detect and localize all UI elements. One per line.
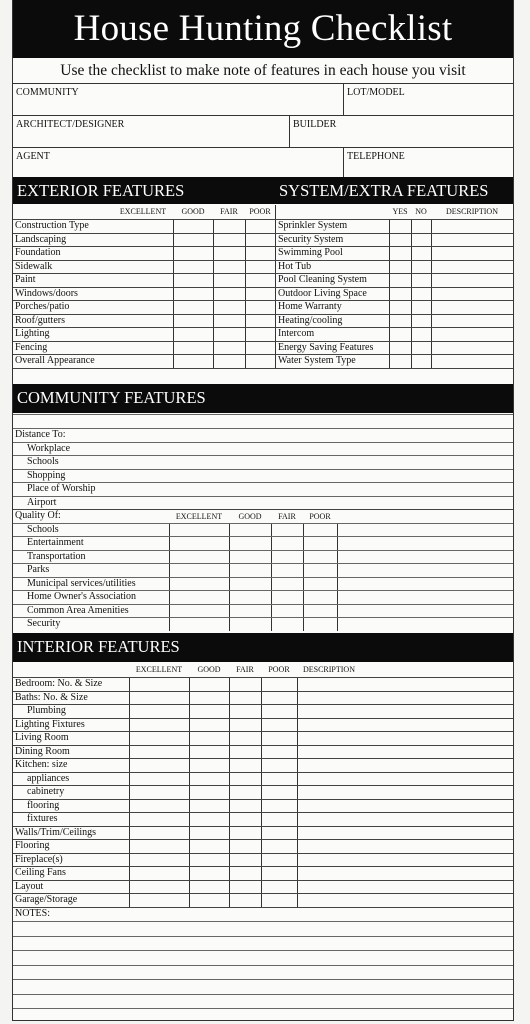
interior-col-divider [129, 677, 130, 907]
builder-field[interactable] [289, 115, 513, 147]
quality-col-excellent: EXCELLENT [175, 512, 223, 521]
system-row-outdoor-living-space: Outdoor Living Space [278, 287, 367, 299]
interior-row-line [13, 866, 513, 867]
exterior-col-divider [213, 219, 214, 368]
exterior-row-line [13, 368, 275, 369]
quality-row-parks: Parks [27, 564, 50, 575]
exterior-row-landscaping: Landscaping [15, 233, 67, 245]
system-row-water-system-type: Water System Type [278, 355, 356, 366]
community-row-line [13, 455, 513, 456]
quality-row-common-area-amenities: Common Area Amenities [27, 604, 129, 616]
system-row-swimming-pool: Swimming Pool [278, 247, 343, 258]
community-features-heading: COMMUNITY FEATURES [13, 384, 513, 413]
community-field-label: COMMUNITY [16, 87, 79, 98]
distance-row-place-of-worship: Place of Worship [27, 483, 96, 494]
exterior-col-divider [245, 219, 246, 368]
distance-to-label: Distance To: [15, 429, 66, 440]
interior-row-line [13, 893, 513, 894]
quality-col-fair: FAIR [278, 512, 296, 521]
quality-of-label: Quality Of: [15, 510, 61, 521]
exterior-row-windows-doors: Windows/doors [15, 287, 78, 299]
quality-row-line [13, 563, 513, 564]
quality-col-poor: POOR [309, 512, 331, 521]
exterior-col-divider [173, 219, 174, 368]
community-row-line [13, 509, 513, 510]
exterior-col-good: GOOD [181, 207, 205, 216]
interior-col-good: GOOD [197, 665, 221, 674]
exterior-row-line [13, 327, 275, 328]
exterior-row-porches-patio: Porches/patio [15, 301, 70, 312]
notes-line[interactable] [13, 979, 513, 980]
exterior-row-line [13, 341, 275, 342]
quality-row-entertainment: Entertainment [27, 537, 84, 548]
quality-col-good: GOOD [238, 512, 262, 521]
exterior-row-lighting: Lighting [15, 328, 50, 339]
interior-row-plumbing: Plumbing [27, 705, 66, 716]
interior-row-line [13, 745, 513, 746]
lot-model-field-label: LOT/MODEL [347, 87, 405, 98]
system-row-home-warranty: Home Warranty [278, 301, 342, 312]
interior-row-lighting-fixtures: Lighting Fixtures [15, 718, 85, 730]
interior-row-line [13, 704, 513, 705]
system-col-no: NO [415, 207, 427, 216]
interior-col-divider [189, 677, 190, 907]
interior-row-cabinetry: cabinetry [27, 786, 65, 797]
system-row-intercom: Intercom [278, 328, 315, 339]
interior-col-divider [297, 677, 298, 907]
interior-row-line [13, 799, 513, 800]
community-row-line [13, 428, 513, 429]
quality-row-line [13, 550, 513, 551]
page-subtitle: Use the checklist to make note of features in each house you visit [60, 62, 466, 79]
exterior-row-line [13, 273, 275, 274]
interior-col-divider [261, 677, 262, 907]
community-blank-line [13, 414, 513, 415]
notes-line[interactable] [13, 921, 513, 922]
community-field[interactable] [13, 83, 343, 115]
interior-row-line [13, 853, 513, 854]
page-title: House Hunting Checklist [13, 0, 513, 58]
exterior-col-excellent: EXCELLENT [119, 207, 167, 216]
system-col-description: DESCRIPTION [445, 207, 498, 216]
exterior-col-poor: POOR [249, 207, 271, 216]
interior-row-line [13, 812, 513, 813]
interior-row-line [13, 907, 513, 908]
quality-row-transportation: Transportation [27, 550, 86, 562]
notes-line[interactable] [13, 994, 513, 995]
interior-row-fixtures: fixtures [27, 813, 58, 824]
interior-row-dining-room: Dining Room [15, 745, 70, 757]
agent-field-label: AGENT [16, 151, 50, 162]
notes-label: NOTES: [15, 907, 50, 919]
interior-col-divider [229, 677, 230, 907]
system-row-heating-cooling: Heating/cooling [278, 314, 343, 326]
notes-line[interactable] [13, 1008, 513, 1009]
interior-row-line [13, 785, 513, 786]
quality-row-schools: Schools [27, 523, 59, 535]
community-row-line [13, 469, 513, 470]
community-row-line [13, 442, 513, 443]
interior-row-line [13, 772, 513, 773]
interior-row-baths-no-size: Baths: No. & Size [15, 691, 88, 703]
interior-col-fair: FAIR [236, 665, 254, 674]
interior-row-walls-trim-ceilings: Walls/Trim/Ceilings [15, 826, 97, 838]
quality-row-line [13, 523, 513, 524]
interior-row-bedroom-no-size: Bedroom: No. & Size [15, 678, 103, 689]
interior-row-garage-storage: Garage/Storage [15, 894, 78, 905]
exterior-row-foundation: Foundation [15, 247, 61, 258]
interior-row-kitchen-size: Kitchen: size [15, 759, 68, 770]
exterior-row-construction-type: Construction Type [15, 220, 89, 231]
interior-col-excellent: EXCELLENT [135, 665, 183, 674]
builder-field-label: BUILDER [293, 119, 337, 130]
system-col-divider [431, 219, 432, 368]
system-col-divider [411, 219, 412, 368]
interior-row-line [13, 731, 513, 732]
lot-model-field[interactable] [343, 83, 513, 115]
quality-row-line [13, 536, 513, 537]
interior-row-ceiling-fans: Ceiling Fans [15, 867, 66, 878]
distance-row-airport: Airport [27, 496, 57, 508]
system-col-yes: YES [392, 207, 408, 216]
system-row-line [275, 368, 513, 369]
telephone-field-label: TELEPHONE [347, 151, 405, 162]
quality-row-municipal-services-utilities: Municipal services/utilities [27, 577, 136, 589]
community-row-line [13, 496, 513, 497]
exterior-row-fencing: Fencing [15, 341, 48, 353]
checklist-sheet [12, 0, 514, 1021]
system-row-sprinkler-system: Sprinkler System [278, 220, 348, 231]
interior-row-line [13, 718, 513, 719]
interior-col-description: DESCRIPTION [302, 665, 355, 674]
exterior-row-line [13, 260, 275, 261]
system-row-security-system: Security System [278, 233, 344, 245]
interior-row-flooring: flooring [27, 799, 60, 811]
telephone-field[interactable] [343, 147, 513, 177]
architect-field[interactable] [13, 115, 289, 147]
system-row-energy-saving-features: Energy Saving Features [278, 341, 374, 353]
agent-field[interactable] [13, 147, 343, 177]
exterior-features-heading: EXTERIOR FEATURES [13, 177, 275, 204]
notes-line[interactable] [13, 965, 513, 966]
quality-row-security: Security [27, 618, 61, 629]
interior-row-line [13, 880, 513, 881]
architect-field-label: ARCHITECT/DESIGNER [16, 119, 125, 130]
notes-line[interactable] [13, 936, 513, 937]
distance-row-workplace: Workplace [27, 442, 71, 454]
interior-row-appliances: appliances [27, 772, 70, 784]
exterior-row-sidewalk: Sidewalk [15, 260, 53, 272]
interior-col-poor: POOR [268, 665, 290, 674]
system-row-pool-cleaning-system: Pool Cleaning System [278, 274, 367, 285]
exterior-row-roof-gutters: Roof/gutters [15, 314, 65, 326]
exterior-row-paint: Paint [15, 274, 36, 285]
system-col-divider [389, 219, 390, 368]
interior-row-line [13, 691, 513, 692]
distance-row-shopping: Shopping [27, 469, 66, 481]
interior-row-fireplace-s: Fireplace(s) [15, 853, 63, 865]
system-row-hot-tub: Hot Tub [278, 260, 312, 272]
exterior-col-fair: FAIR [220, 207, 238, 216]
interior-row-line [13, 839, 513, 840]
distance-row-schools: Schools [27, 456, 59, 467]
system-features-heading: SYSTEM/EXTRA FEATURES [275, 177, 513, 204]
notes-line[interactable] [13, 950, 513, 951]
interior-features-heading: INTERIOR FEATURES [13, 633, 513, 662]
exterior-row-overall-appearance: Overall Appearance [15, 355, 95, 366]
quality-row-line [13, 617, 513, 618]
interior-row-line [13, 758, 513, 759]
quality-row-home-owner-s-association: Home Owner's Association [27, 591, 137, 602]
interior-row-living-room: Living Room [15, 732, 69, 743]
interior-row-layout: Layout [15, 880, 44, 892]
interior-row-flooring: Flooring [15, 840, 50, 851]
